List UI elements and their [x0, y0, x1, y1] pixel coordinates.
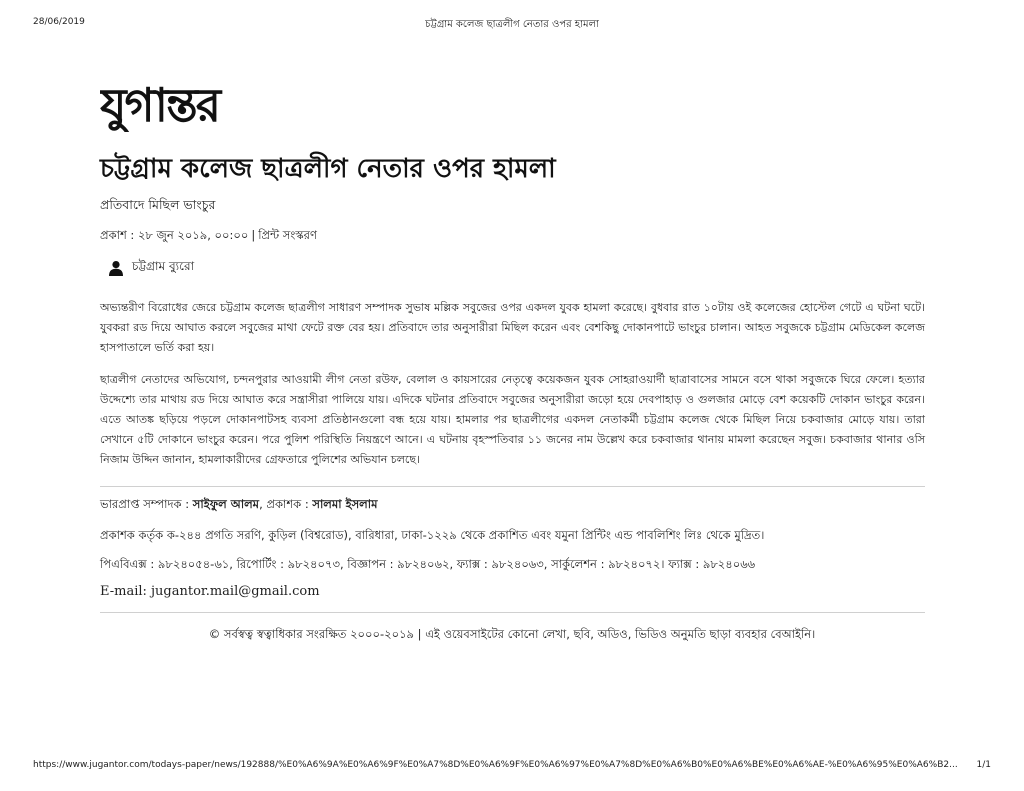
author-name: চট্টগ্রাম ব্যুরো	[132, 259, 195, 273]
page-number: 1/1	[976, 760, 991, 770]
publish-date: প্রকাশ : ২৮ জুন ২০১৯, ০০:০০	[100, 228, 249, 242]
separator: |	[251, 228, 256, 242]
copyright-notice: © সর্বস্বত্ব স্বত্বাধিকার সংরক্ষিত ২০০০-২০১৯ | এই ওয়েবসাইটের কোনো লেখা, ছবি, অডিও, ভিডিও অনুমতি ছাড়া ব্যবহার বেআইনি।	[208, 627, 816, 641]
article-headline: চট্টগ্রাম কলেজ ছাত্রলীগ নেতার ওপর হামলা	[100, 154, 556, 184]
print-edition-label: প্রিন্ট সংস্করণ	[258, 228, 317, 242]
footer-divider	[100, 486, 925, 487]
contact-phones: পিএবিএক্স : ৯৮২৪০৫৪-৬১, রিপোর্টিং : ৯৮২৪০৭৩, বিজ্ঞাপন : ৯৮২৪০৬২, ফ্যাক্স : ৯৮২৪০৬৩, সার্কুলেশন : ৯৮২৪০৭২। ফ্যাক্স : ৯৮২৪০৬৬	[100, 557, 756, 571]
editor-label: ভারপ্রাপ্ত সম্পাদক :	[100, 497, 193, 511]
user-icon	[108, 260, 124, 276]
contact-email[interactable]: E-mail: jugantor.mail@gmail.com	[100, 584, 320, 599]
editor-name: সাইফুল আলম	[192, 497, 260, 511]
author-byline	[108, 258, 194, 278]
article-paragraph: ছাত্রলীগ নেতাদের অভিযোগ, চন্দনপুরার আওয়ামী লীগ নেতা রউফ, বেলাল ও কায়সারের নেতৃত্বে কয়েকজন যুবক সোহরাওয়ার্দী ছাত্রাবাসের সামনে বসে থাকা সবুজকে ঘিরে ফেলে। হত্যার উদ্দেশ্যে তার মাথায় রড দিয়ে আঘাত করে সন্ত্রাসীরা পালিয়ে যায়। এদিকে ঘটনার প্রতিবাদে সবুজের অনুসারীরা জড়ো হয়ে দেবপাহাড় ও গুলজার মোড়ে বেশ কয়েকটি দোকান ভাংচুর করেন। এতে আতঙ্ক ছড়িয়ে পড়লে দোকানপাটসহ ব্যবসা প্রতিষ্ঠানগুলো বন্ধ হয়ে যায়। হামলার পর ছাত্রলীগের একদল নেতাকর্মী চট্টগ্রাম কলেজ থেকে মিছিল নিয়ে চকবাজার মোড়ে যায়। তারা সেখানে ৫টি দোকানে ভাংচুর করেন। পরে পুলিশ পরিস্থিতি নিয়ন্ত্রণে আনে। এ ঘটনায় বৃহস্পতিবার ১১ জনের নাম উল্লেখ করে চকবাজার থানায় মামলা করেছেন সবুজ। চকবাজার থানার ওসি নিজাম উদ্দিন জানান, হামলাকারীদের গ্রেফতারে পুলিশের অভিযান চলছে।	[100, 373, 925, 466]
publish-info	[100, 227, 317, 246]
print-date: 28/06/2019	[33, 17, 85, 27]
copyright-divider	[100, 612, 925, 613]
print-url: https://www.jugantor.com/todays-paper/news/192888/%E0%A6%9A%E0%A6%9F%E0%A7%8D%E0%A6%9F%E0%A6%97%E0%A7%8D%E0%A6%B0%E0%A6%BE%E0%A6%AE-%E0%A6%95%E0%A6%B2...	[33, 760, 958, 770]
publisher-address: প্রকাশক কর্তৃক ক-২৪৪ প্রগতি সরণি, কুড়িল (বিশ্বরোড), বারিধারা, ঢাকা-১২২৯ থেকে প্রকাশিত এবং যমুনা প্রিন্টিং এন্ড পাবলিশিং লিঃ থেকে মুদ্রিত।	[100, 528, 765, 542]
jugantor-logo[interactable]: যুগান্তর	[100, 78, 219, 132]
editor-publisher-line	[100, 496, 377, 515]
publisher-name: সালমা ইসলাম	[312, 497, 378, 511]
article-paragraph: অভ্যন্তরীণ বিরোধের জেরে চট্টগ্রাম কলেজ ছাত্রলীগ সাধারণ সম্পাদক সুভাষ মল্লিক সবুজের ওপর একদল যুবক হামলা করেছে। বুধবার রাত ১০টায় ওই কলেজের হোস্টেল গেটে এ ঘটনা ঘটে। যুবকরা রড দিয়ে আঘাত করলে সবুজের মাথা ফেটে রক্ত বের হয়। প্রতিবাদে তার অনুসারীরা মিছিল করেন এবং বেশকিছু দোকানপাটে ভাংচুর চালান। আহত সবুজকে চট্টগ্রাম মেডিকেল কলেজ হাসপাতালে ভর্তি করা হয়।	[100, 301, 925, 354]
print-page-title: চট্টগ্রাম কলেজ ছাত্রলীগ নেতার ওপর হামলা	[425, 19, 599, 30]
publisher-label: , প্রকাশক :	[259, 497, 313, 511]
article-subhead: প্রতিবাদে মিছিল ভাংচুর	[100, 197, 216, 212]
